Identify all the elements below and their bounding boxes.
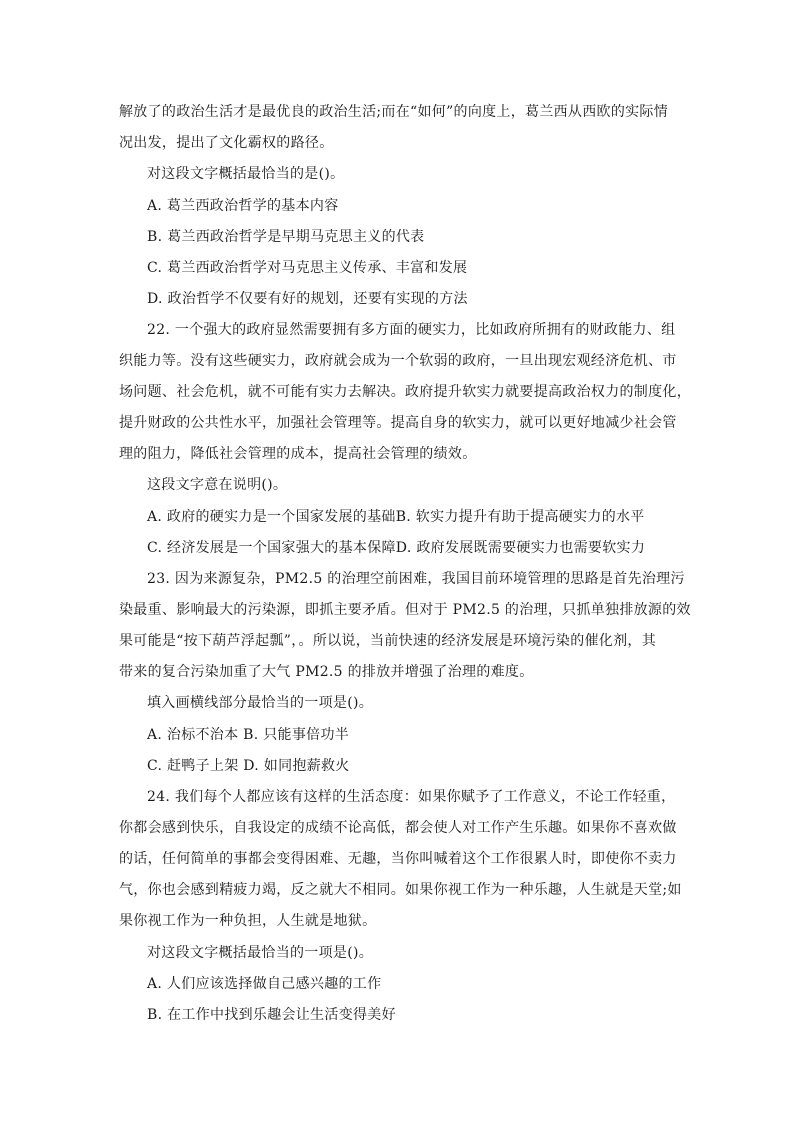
option-b: B. 葛兰西政治哲学是早期马克思主义的代表 xyxy=(147,229,425,245)
option-d: D. 政治哲学不仅要有好的规划，还要有实现的方法 xyxy=(147,291,468,307)
options-ab: A. 政府的硬实力是一个国家发展的基础B. 软实力提升有助于提高硬实力的水平 xyxy=(147,509,645,525)
options-cd: C. 赶鸭子上架 D. 如同抱薪救火 xyxy=(147,758,350,774)
question-23-line: 23. 因为来源复杂，PM2.5 的治理空前困难，我国目前环境管理的思路是首先治理污 xyxy=(147,571,685,587)
option-b: B. 在工作中找到乐趣会让生活变得美好 xyxy=(147,1007,396,1023)
paragraph-line: 场问题、社会危机，就不可能有实力去解决。政府提升软实力就要提高政治权力的制度化， xyxy=(119,384,691,400)
paragraph-line: 染最重、影响最大的污染源，即抓主要矛盾。但对于 PM2.5 的治理，只抓单独排放源的效 xyxy=(119,602,691,618)
question-prompt: 对这段文字概括最恰当的一项是()。 xyxy=(147,945,374,961)
paragraph-line: 你都会感到快乐，自我设定的成绩不论高低，都会使人对工作产生乐趣。如果你不喜欢做 xyxy=(119,820,677,836)
options-cd: C. 经济发展是一个国家强大的基本保障D. 政府发展既需要硬实力也需要软实力 xyxy=(147,540,646,556)
paragraph-line: 解放了的政治生活才是最优良的政治生活;而在“如何”的向度上，葛兰西从西欧的实际情 xyxy=(119,104,669,120)
paragraph-line: 果你视工作为一种负担，人生就是地狱。 xyxy=(119,913,377,929)
option-c: C. 葛兰西政治哲学对马克思主义传承、丰富和发展 xyxy=(147,260,468,276)
options-ab: A. 治标不治本 B. 只能事倍功半 xyxy=(147,727,350,743)
question-24-line: 24. 我们每个人都应该有这样的生活态度：如果你赋予了工作意义，不论工作轻重， xyxy=(147,789,676,805)
question-prompt: 这段文字意在说明()。 xyxy=(147,477,288,493)
paragraph-line: 气，你也会感到精疲力竭，反之就大不相同。如果你视工作为一种乐趣，人生就是天堂;如 xyxy=(119,882,682,898)
paragraph-line: 带来的复合污染加重了大气 PM2.5 的排放并增强了治理的难度。 xyxy=(119,664,534,680)
question-22-line: 22. 一个强大的政府显然需要拥有多方面的硬实力，比如政府所拥有的财政能力、组 xyxy=(147,322,676,338)
paragraph-line: 织能力等。没有这些硬实力，政府就会成为一个软弱的政府，一旦出现宏观经济危机、市 xyxy=(119,353,677,369)
question-prompt: 对这段文字概括最恰当的是()。 xyxy=(147,166,345,182)
paragraph-line: 提升财政的公共性水平，加强社会管理等。提高自身的软实力，就可以更好地减少社会管 xyxy=(119,415,677,431)
paragraph-line: 况出发，提出了文化霸权的路径。 xyxy=(119,135,334,151)
option-a: A. 葛兰西政治哲学的基本内容 xyxy=(147,198,339,214)
paragraph-line: 的话，任何简单的事都会变得困难、无趣，当你叫喊着这个工作很累人时，即使你不卖力 xyxy=(119,851,677,867)
question-prompt: 填入画横线部分最恰当的一项是()。 xyxy=(147,695,374,711)
paragraph-line: 理的阻力，降低社会管理的成本，提高社会管理的绩效。 xyxy=(119,446,477,462)
paragraph-line: 果可能是“按下葫芦浮起瓢”，。所以说，当前快速的经济发展是环境污染的催化剂，其 xyxy=(119,633,657,649)
option-a: A. 人们应该选择做自己感兴趣的工作 xyxy=(147,976,382,992)
